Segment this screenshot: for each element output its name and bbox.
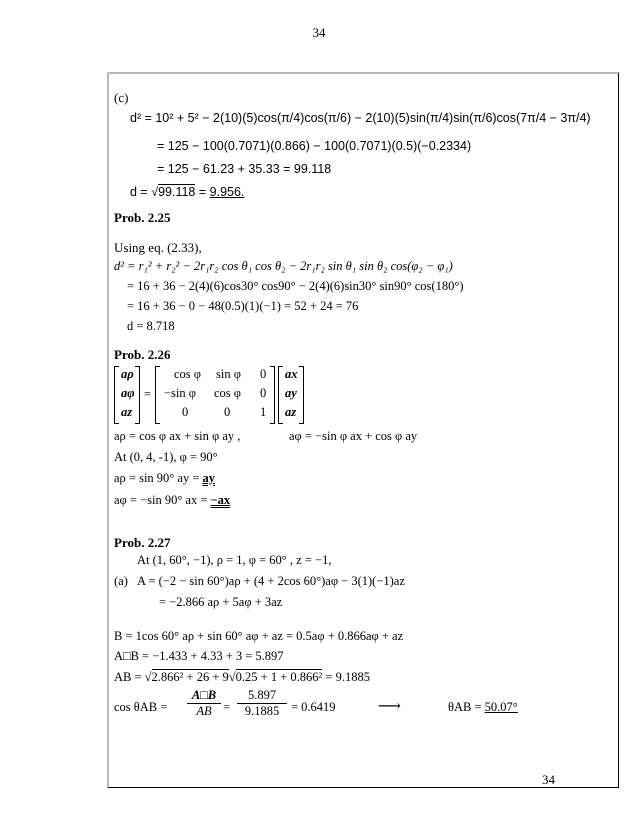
fraction-numerator-value: 5.897 [247,688,277,702]
answer-a-rho: ay [202,471,216,485]
theta-answer: 50.07° [484,700,518,714]
part-c-line4: d = √99.118 = 9.956. [130,185,245,199]
cos-theta-value: = 0.6419 [291,700,336,714]
fraction-denominator: AB [187,703,221,719]
prob-2-27-at-line: At (1, 60°, −1), ρ = 1, φ = 60° , z = −1, [137,553,332,567]
prob-2-26-result-2: aφ = −sin 90° ax = −ax [114,493,231,507]
prob-2-25-line4: d = 8.718 [127,319,175,333]
rhs-a-y: ay [285,386,297,400]
theta-result: θAB = 50.07° [448,700,518,714]
prob-2-27-b-line: B = 1cos 60° aρ + sin 60° aφ + az = 0.5aφ + 0.866aφ + az [114,629,404,643]
cos-theta-label: cos θAB = [114,700,168,714]
arrow-icon: ⟶ [378,698,401,715]
prob-2-26-at-line: At (0, 4, -1), φ = 90° [114,450,218,464]
matrix-cell: sin φ [216,367,241,381]
prob-2-25-line2: = 16 + 36 − 2(4)(6)cos30° cos90° − 2(4)(6)sin30° sin90° cos(180°) [127,279,464,293]
prob-2-27-a-line2: = −2.866 aρ + 5aφ + 3az [159,595,283,609]
prob-2-25-intro: Using eq. (2.33), [114,240,202,255]
matrix-cell: 1 [260,405,267,419]
prob-2-26-line-b: aφ = −sin φ ax + cos φ ay [289,429,418,443]
matrix-equals: = [144,387,152,401]
rhs-a-z: az [285,405,297,419]
fraction-numerator: A□B [191,688,217,702]
lhs-a-phi: aφ [121,386,135,400]
lhs-a-z: az [121,405,133,419]
part-c-label: (c) [114,90,129,105]
matrix-cell: −sin φ [164,386,196,400]
part-c-line3: = 125 − 61.23 + 35.33 = 99.118 [157,162,332,176]
part-c-line1: d² = 10² + 5² − 2(10)(5)cos(π/4)cos(π/6) − 2(10)(5)sin(π/4)sin(π/6)cos(7π/4 − 3π/4) [130,111,591,125]
prob-2-27-a-line1: A = (−2 − sin 60°)aρ + (4 + 2cos 60°)aφ − 3(1)(−1)az [137,574,405,588]
matrix-cell: 0 [260,367,267,381]
prob-2-25-line3: = 16 + 36 − 0 − 48(0.5)(1)(−1) = 52 + 24 = 76 [127,299,359,313]
prob-2-27-heading: Prob. 2.27 [114,535,171,550]
answer-a-phi: −ax [210,493,231,507]
cos-theta-fraction [187,688,221,719]
prob-2-27-ab-line: AB = √2.866² + 26 + 9√0.25 + 1 + 0.866² = 9.1885 [114,670,370,684]
prob-2-25-line1: d² = r₁² + r₂² − 2r₁r₂ cos θ₁ cos θ₂ − 2r₁r₂ sin θ₁ sin θ₂ cos(φ₂ − φ₁) [114,259,453,273]
page-number-bottom: 34 [542,772,555,787]
equals-sign: = [223,700,231,714]
prob-2-27-dot-line: A□B = −1.433 + 4.33 + 3 = 5.897 [114,649,284,663]
matrix-cell: cos φ [214,386,242,400]
lhs-vector [114,366,140,424]
numeric-fraction [237,688,287,719]
matrix-cell: cos φ [174,367,202,381]
prob-2-26-result-1: aρ = sin 90° ay = ay [114,471,216,485]
part-c-line2: = 125 − 100(0.7071)(0.866) − 100(0.7071)(0.5)(−0.2334) [157,139,472,153]
fraction-denominator-value: 9.1885 [237,703,287,719]
prob-2-26-heading: Prob. 2.26 [114,347,171,362]
matrix-cell: 0 [224,405,231,419]
rotation-matrix [155,366,275,424]
prob-2-25-heading: Prob. 2.25 [114,210,171,225]
matrix-cell: 0 [182,405,189,419]
matrix-cell: 0 [260,386,267,400]
lhs-a-rho: aρ [121,367,134,381]
prob-2-26-line-a: aρ = cos φ ax + sin φ ay , [114,429,241,443]
page-number-top: 34 [312,25,326,40]
rhs-vector [278,366,304,424]
rhs-a-x: ax [285,367,298,381]
prob-2-27-a-label: (a) [114,574,128,588]
